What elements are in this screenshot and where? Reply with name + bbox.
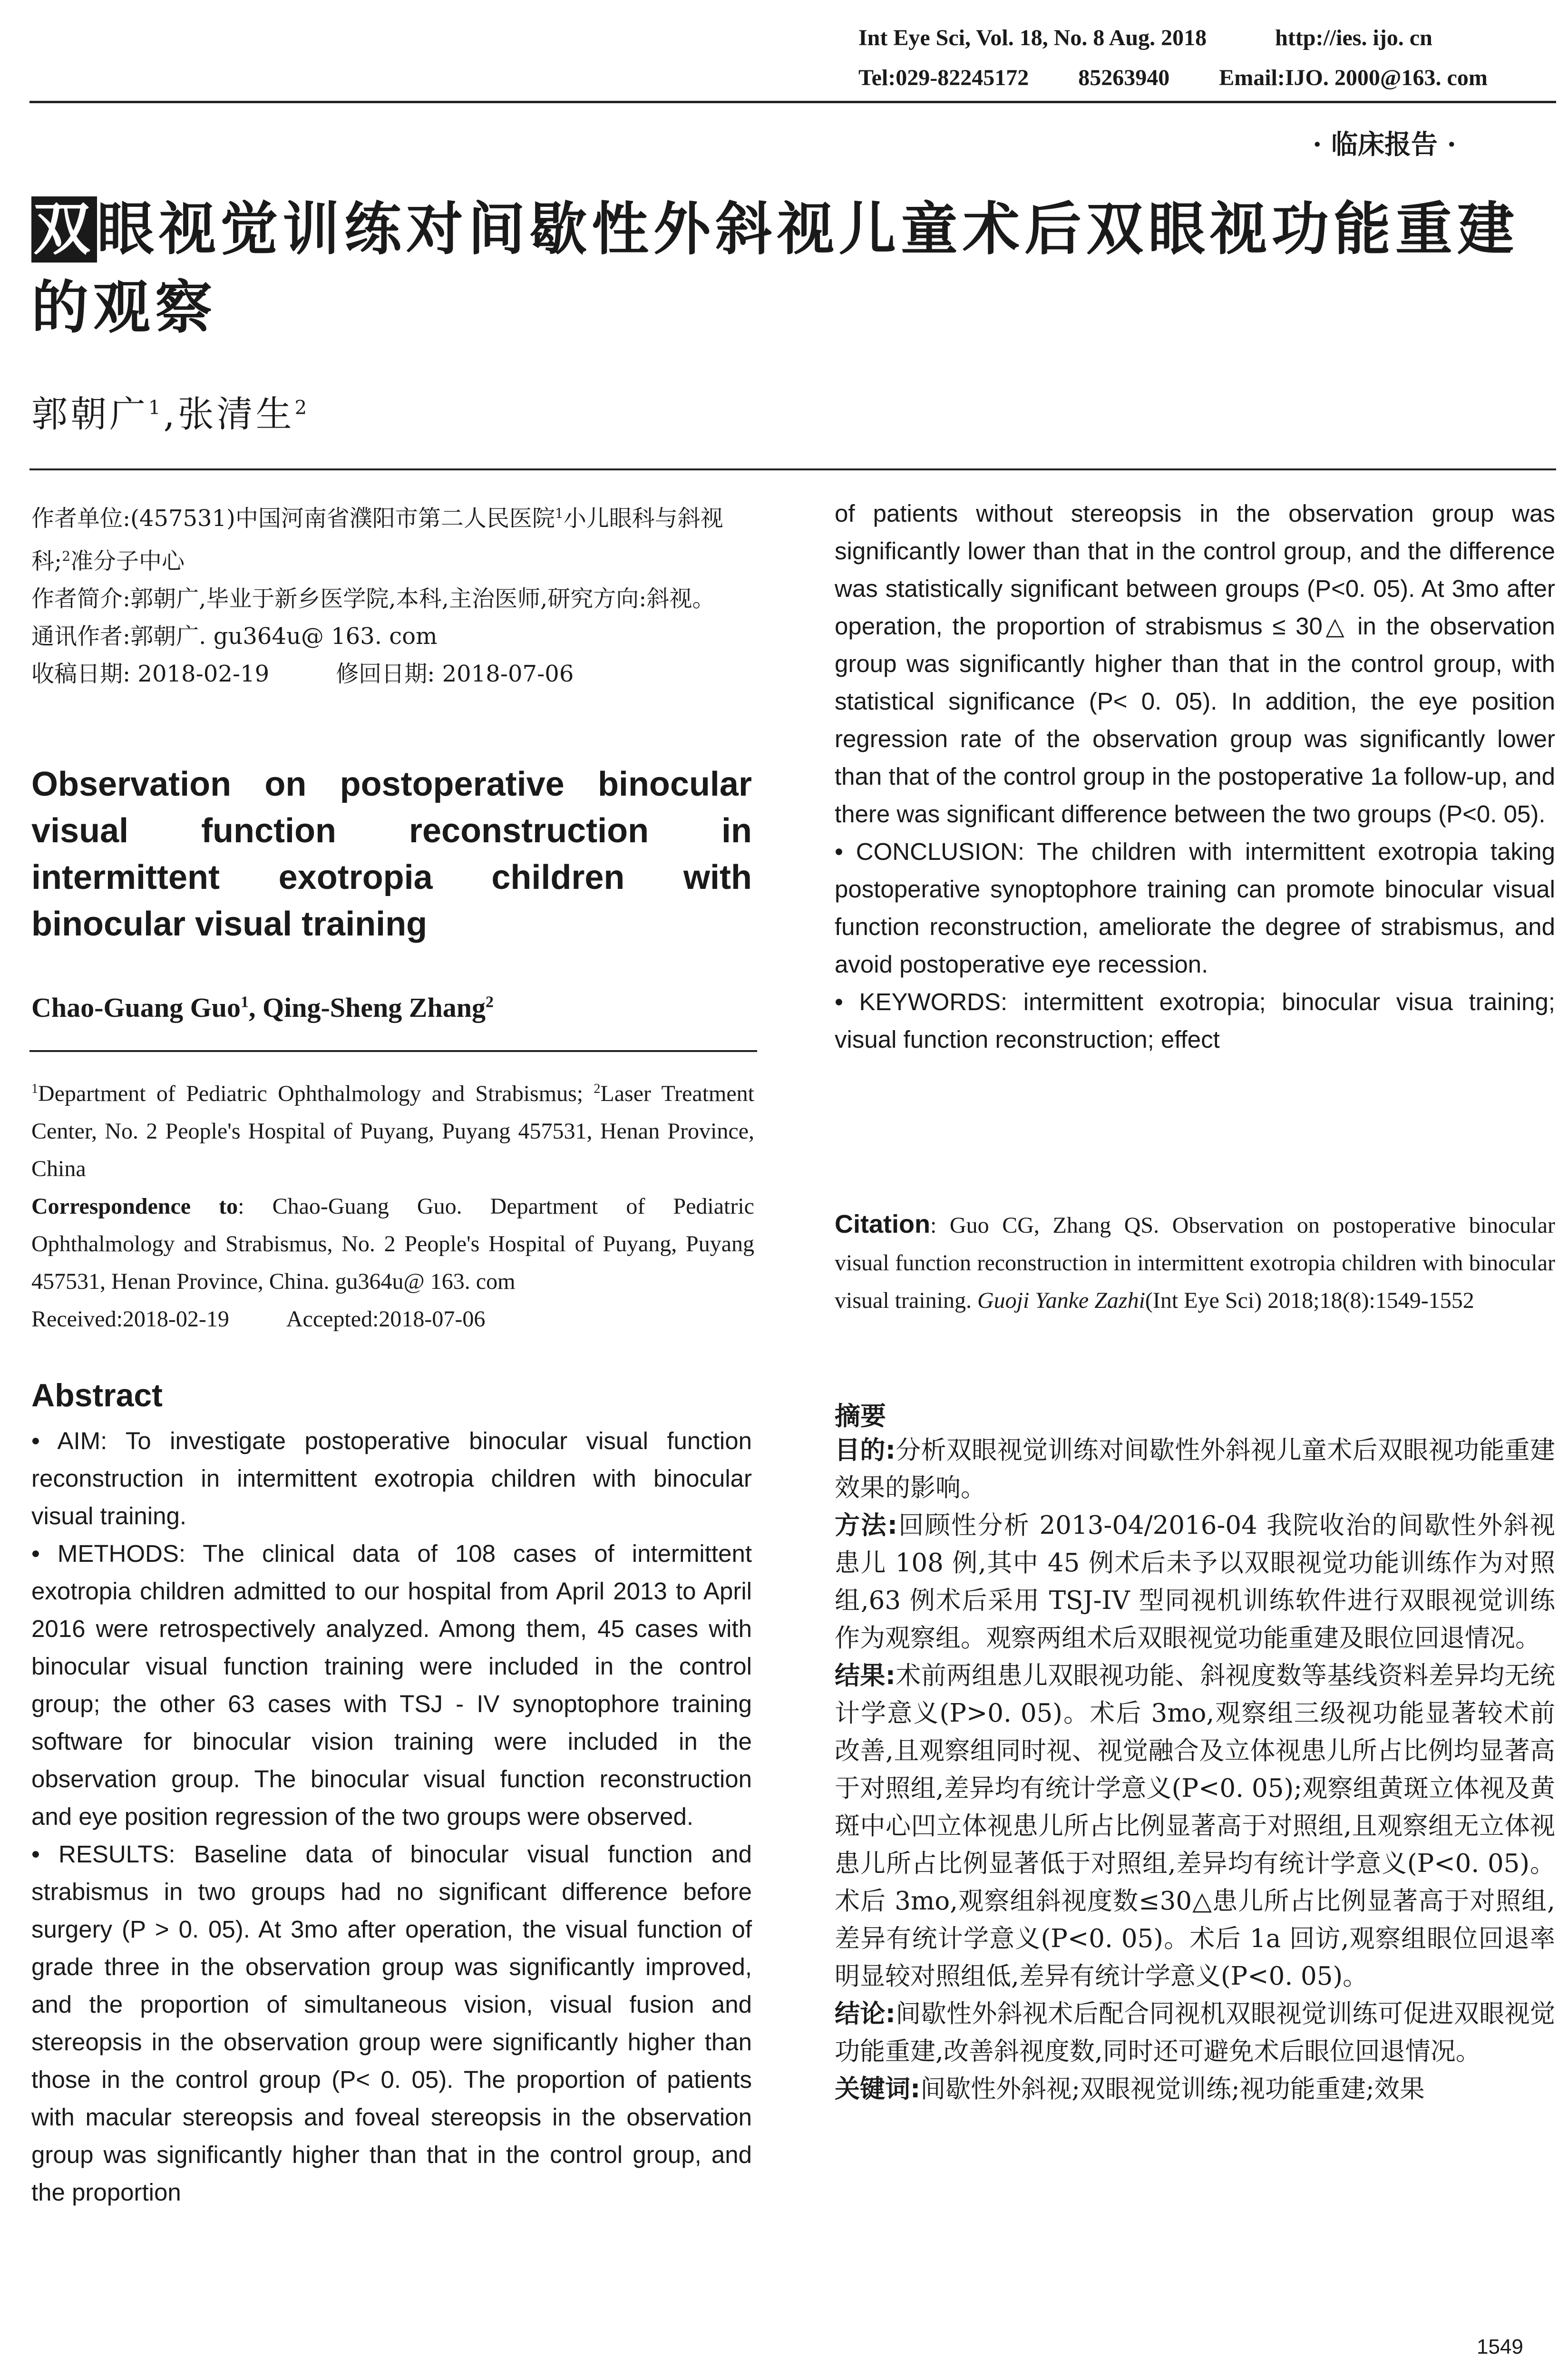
cn-conclusion-label: 结论: [835, 1999, 896, 2028]
cn-abstract-aim [835, 1432, 1555, 1507]
affiliation-depts [31, 1070, 754, 1188]
cn-keywords-label: 关键词: [835, 2075, 921, 2104]
cn-abstract [835, 1432, 1555, 2108]
cn-author-1: 郭朝广 [31, 393, 148, 435]
citation-text: : Guo CG, Zhang QS. Observation on postoperative binocular visual function reconstruction in intermittent exotropia children with binocular visual training. [835, 1213, 1555, 1313]
affiliation-dates [31, 1300, 754, 1338]
cn-authors [31, 385, 310, 437]
abstract-aim: • AIM: To investigate postoperative binocular visual function reconstruction in intermittent exotropia children with binocular visual training. [31, 1427, 752, 1529]
journal-header-line2 [858, 65, 1488, 91]
cn-author-2-sup: 2 [294, 397, 310, 419]
cn-unit-b: 小儿眼科与斜视科; [31, 505, 723, 575]
aff-dept2: Laser Treatment Center, No. 2 People's Hospital of Puyang, Puyang 457531, Henan Province, China [31, 1081, 755, 1181]
citation-journal-paren: (Int Eye Sci) [1145, 1288, 1262, 1313]
journal-email: Email:IJO. 2000@163. com [1219, 65, 1488, 90]
cn-conclusion-text: 间歇性外斜视术后配合同视机双眼视觉训练可促进双眼视觉功能重建,改善斜视度数,同时还可避免术后眼位回退情况。 [835, 1999, 1556, 2066]
corr-text: : Chao-Guang Guo. Department of Pediatric Ophthalmology and Strabismus, No. 2 People's Hospital of Puyang, Puyang 457531, Henan Province, China. gu364u@ 163. com [31, 1194, 754, 1294]
cn-abstract-conclusion [835, 1995, 1555, 2070]
cn-dates [31, 655, 754, 693]
journal-tel2: 85263940 [1078, 65, 1170, 90]
header-rule [29, 101, 1556, 103]
en-author-1: Chao-Guang Guo [31, 992, 241, 1023]
cn-unit [31, 495, 754, 580]
en-received: Received:2018-02-19 [31, 1306, 229, 1332]
en-author-2-sup: 2 [485, 993, 494, 1011]
affiliation-rule [29, 1050, 757, 1052]
abstract-right [835, 495, 1555, 1058]
abstract-keywords: • KEYWORDS: intermittent exotropia; binocular visua training; visual function reconstruction; effect [835, 988, 1555, 1053]
en-author-2: Qing-Sheng Zhang [262, 992, 486, 1023]
abstract-results-cont: of patients without stereopsis in the observation group was significantly lower than that in the control group, and the difference was statistically significant between groups (P<0. 05). At 3mo after operation, the proportion of strabismus ≤ 30△ in the observation group was significantly higher than that in the control group, with statistical significance (P< 0. 05). In addition, the eye position regression rate of the observation group was significantly lower than that of the control group in the postoperative 1a follow-up, and there was significant difference between the two groups (P<0. 05). [835, 500, 1555, 828]
section-tag: · 临床报告 · [1313, 129, 1456, 160]
journal-tel: Tel:029-82245172 [858, 65, 1029, 90]
cn-aim-label: 目的: [835, 1436, 896, 1465]
cn-abstract-heading: 摘要 [835, 1401, 886, 1431]
en-accepted: Accepted:2018-07-06 [286, 1306, 486, 1332]
affiliation-correspondence [31, 1188, 754, 1300]
cn-methods-text: 回顾性分析 2013-04/2016-04 我院收治的间歇性外斜视患儿 108 例,其中 45 例术后未予以双眼视觉功能训练作为对照组,63 例术后采用 TSJ-IV 型同视机训练软件进行双眼视觉训练作为观察组。观察两组术后双眼视觉功能重建及眼位回退情况。 [835, 1511, 1555, 1653]
cn-bio: 作者简介:郭朝广,毕业于新乡医学院,本科,主治医师,研究方向:斜视。 [31, 585, 715, 612]
aff-sup2: 2 [594, 1081, 601, 1096]
journal-url: http://ies. ijo. cn [1275, 25, 1432, 50]
cn-unit-c: 准分子中心 [70, 548, 185, 575]
cn-abstract-methods [835, 1507, 1555, 1657]
aff-dept1: Department of Pediatric Ophthalmology and Strabismus; [38, 1081, 584, 1106]
cn-author-sep: , [163, 393, 178, 435]
cn-results-label: 结果: [835, 1661, 896, 1690]
en-author-1-sup: 1 [240, 993, 249, 1011]
cn-unit-a: 作者单位:(457531)中国河南省濮阳市第二人民医院 [31, 505, 555, 532]
cn-revised: 修回日期: 2018-07-06 [336, 661, 574, 687]
cn-title [31, 190, 1553, 347]
cn-author-2: 张清生 [177, 393, 295, 435]
en-authors [31, 992, 494, 1023]
authors-rule [29, 468, 1556, 470]
cn-unit-sup1: 1 [555, 506, 564, 521]
abstract-heading: Abstract [31, 1377, 163, 1413]
affiliation [31, 1070, 754, 1338]
abstract-results: • RESULTS: Baseline data of binocular visual function and strabismus in two groups had no significant difference before surgery (P > 0. 05). At 3mo after operation, the visual function of grade three in the observation group was significantly improved, and the proportion of simultaneous vision, visual fusion and stereopsis in the observation group were significantly higher than those in the control group (P< 0. 05). The proportion of patients with macular stereopsis and foveal stereopsis in the observation group was significantly higher than that in the control group, and the proportion [31, 1841, 752, 2206]
abstract-conclusion: • CONCLUSION: The children with intermittent exotropia taking postoperative synoptophore training can promote binocular visual function reconstruction, ameliorate the degree of strabismus, and avoid postoperative eye recession. [835, 838, 1555, 978]
corr-label: Correspondence to [31, 1194, 238, 1219]
cn-abstract-results [835, 1657, 1555, 1995]
en-title: Observation on postoperative binocular visual function reconstruction in intermittent exotropia children with binocular visual training [31, 765, 752, 943]
cn-results-text: 术前两组患儿双眼视功能、斜视度数等基线资料差异均无统计学意义(P>0. 05)。术后 3mo,观察组三级视功能显著较术前改善,且观察组同时视、视觉融合及立体视患儿所占比例均显著高于对照组,差异均有统计学意义(P<0. 05);观察组黄斑立体视及黄斑中心凹立体视患儿所占比例显著高于对照组,且观察组无立体视患儿所占比例显著低于对照组,差异均有统计学意义(P<0. 05)。术后 3mo,观察组斜视度数≤30△患儿所占比例显著高于对照组,差异有统计学意义(P<0. 05)。术后 1a 回访,观察组眼位回退率明显较对照组低,差异有统计学意义(P<0. 05)。 [835, 1661, 1556, 1991]
citation [835, 1206, 1555, 1319]
aff-sup1: 1 [31, 1081, 38, 1096]
citation-ref: 2018;18(8):1549-1552 [1262, 1288, 1474, 1313]
cn-aim-text: 分析双眼视觉训练对间歇性外斜视儿童术后双眼视功能重建效果的影响。 [835, 1436, 1556, 1502]
cn-keywords-text: 间歇性外斜视;双眼视觉训练;视功能重建;效果 [920, 2075, 1425, 2104]
cn-received: 收稿日期: 2018-02-19 [31, 661, 270, 687]
en-author-sep: , [248, 992, 263, 1023]
cn-contact: 通讯作者:郭朝广. gu364u@ 163. com [31, 623, 438, 650]
citation-label: Citation [835, 1210, 930, 1238]
journal-info: Int Eye Sci, Vol. 18, No. 8 Aug. 2018 [858, 25, 1207, 50]
cn-methods-label: 方法: [835, 1511, 897, 1540]
abstract-left [31, 1422, 752, 2211]
cn-title-rest: 眼视觉训练对间歇性外斜视儿童术后双眼视功能重建的观察 [31, 196, 1519, 341]
cn-title-first-char: 双 [31, 196, 97, 263]
cn-abstract-keywords [835, 2070, 1555, 2108]
cn-meta [31, 495, 754, 693]
journal-header-line1 [858, 25, 1432, 51]
cn-author-1-sup: 1 [148, 397, 164, 419]
abstract-methods: • METHODS: The clinical data of 108 cases of intermittent exotropia children admitted to our hospital from April 2013 to April 2016 were retrospectively analyzed. Among them, 45 cases with binocular visual function training were included in the control group; the other 63 cases with TSJ - IV synoptophore training software for binocular vision training were included in the observation group. The binocular visual function reconstruction and eye position regression of the two groups were observed. [31, 1540, 752, 1830]
citation-journal: Guoji Yanke Zazhi [977, 1288, 1145, 1313]
cn-unit-sup2: 2 [62, 548, 71, 564]
page-number: 1549 [1477, 2335, 1523, 2358]
